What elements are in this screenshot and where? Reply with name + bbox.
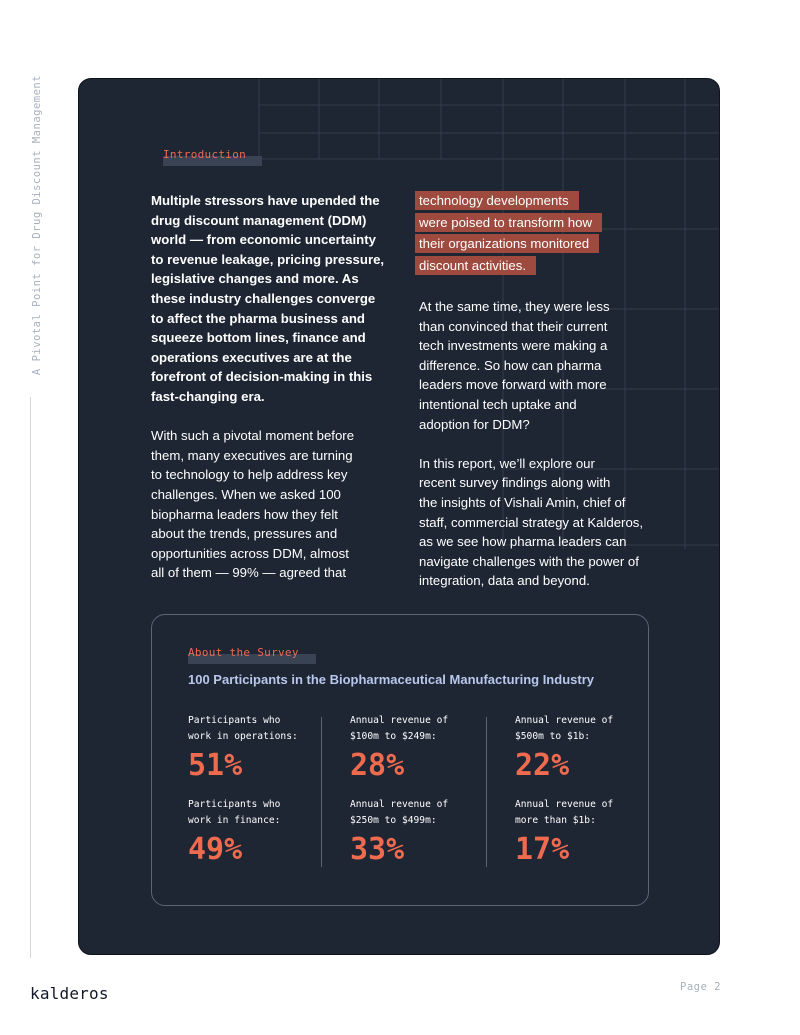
stat-label: Annual revenue of more than $1b:	[515, 799, 614, 826]
stat-label: Annual revenue of $500m to $1b:	[515, 715, 614, 742]
text-line: navigate challenges with the power of	[419, 553, 639, 569]
intro-left-column	[151, 191, 391, 583]
stat-value: 51%	[188, 748, 243, 783]
text-line: adoption for DDM?	[419, 416, 530, 432]
text-line: fast-changing era.	[151, 388, 265, 404]
text-line: discount activities.	[419, 256, 679, 278]
survey-card	[151, 614, 649, 906]
text-line: than convinced that their current	[419, 318, 608, 334]
running-title: A Pivotal Point for Drug Discount Management	[31, 74, 43, 376]
content-panel	[78, 78, 720, 955]
stat-label: Annual revenue of $250m to $499m:	[350, 799, 449, 826]
text-line: about the trends, pressures and	[151, 526, 338, 542]
stat-revenue-500m-1b	[515, 713, 655, 783]
text-line: the insights of Vishali Amin, chief of	[419, 494, 626, 510]
text-line: to technology to help address key	[151, 467, 348, 483]
kalderos-logo: kalderos	[30, 984, 109, 1003]
page-number: Page 2	[680, 981, 721, 993]
stat-revenue-100-249m	[350, 713, 490, 783]
intro-right-column	[419, 191, 679, 591]
text-line: legislative changes and more. As	[151, 271, 359, 287]
text-line: world — from economic uncertainty	[151, 232, 376, 248]
stat-revenue-250-499m	[350, 797, 490, 867]
text-line: intentional tech uptake and	[419, 396, 577, 412]
stat-value: 49%	[188, 832, 243, 867]
survey-tag	[188, 646, 316, 664]
text-line: recent survey findings along with	[419, 475, 611, 491]
introduction-tag-label: Introduction	[163, 148, 247, 161]
stat-value: 22%	[515, 748, 570, 783]
intro-paragraph-4	[419, 454, 679, 591]
text-line: opportunities across DDM, almost	[151, 545, 349, 561]
text-line: At the same time, they were less	[419, 298, 610, 314]
stat-finance	[188, 797, 328, 867]
text-line: to revenue leakage, pricing pressure,	[151, 251, 385, 267]
text-line: were poised to transform how	[419, 213, 679, 235]
text-line: them, many executives are turning	[151, 447, 353, 463]
introduction-tag	[163, 148, 262, 166]
stat-label: Participants who work in finance:	[188, 799, 281, 826]
text-line: to affect the pharma business and	[151, 310, 365, 326]
text-line: drug discount management (DDM)	[151, 212, 367, 228]
stat-label: Annual revenue of $100m to $249m:	[350, 715, 449, 742]
text-line: In this report, we’ll explore our	[419, 455, 595, 471]
survey-title: 100 Participants in the Biopharmaceutical Manufacturing Industry	[188, 672, 594, 687]
text-line: as we see how pharma leaders can	[419, 534, 627, 550]
text-line: With such a pivotal moment before	[151, 428, 355, 444]
stat-revenue-over-1b	[515, 797, 655, 867]
highlighted-quote	[419, 191, 679, 277]
text-line: biopharma leaders how they felt	[151, 506, 338, 522]
text-line: squeeze bottom lines, finance and	[151, 330, 366, 346]
stat-value: 17%	[515, 832, 570, 867]
text-line: tech investments were making a	[419, 338, 608, 354]
stat-value: 28%	[350, 748, 405, 783]
text-line: Multiple stressors have upended the	[151, 193, 380, 208]
text-line: leaders move forward with more	[419, 377, 607, 393]
intro-paragraph-2	[151, 426, 391, 583]
text-line: technology developments	[419, 191, 679, 213]
stat-value: 33%	[350, 832, 405, 867]
text-line: staff, commercial strategy at Kalderos,	[419, 514, 644, 530]
intro-lead-paragraph	[151, 191, 391, 407]
text-line: challenges. When we asked 100	[151, 486, 341, 502]
sidebar-divider	[30, 397, 31, 958]
stat-label: Participants who work in operations:	[188, 715, 298, 742]
stat-operations	[188, 713, 328, 783]
text-line: all of them — 99% — agreed that	[151, 565, 346, 581]
text-line: integration, data and beyond.	[419, 573, 590, 589]
intro-paragraph-3	[419, 297, 679, 434]
text-line: operations executives are at the	[151, 349, 352, 365]
text-line: difference. So how can pharma	[419, 357, 602, 373]
survey-tag-label: About the Survey	[188, 646, 299, 659]
text-line: forefront of decision-making in this	[151, 369, 373, 385]
text-line: their organizations monitored	[419, 234, 679, 256]
text-line: these industry challenges converge	[151, 290, 376, 306]
